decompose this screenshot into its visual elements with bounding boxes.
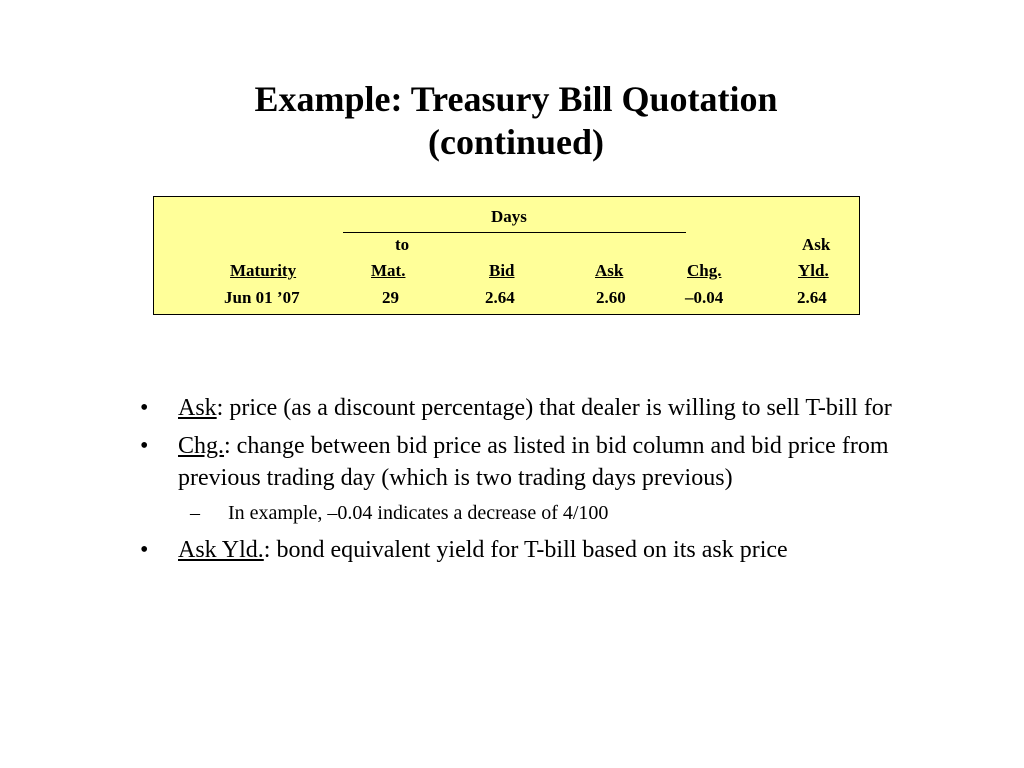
definition-ask-yld: : bond equivalent yield for T-bill based on its ask price (263, 537, 788, 563)
definition-chg: : change between bid price as listed in bid column and bid price from previous trading day (which is two trading days previous) (178, 433, 889, 491)
cell-ask: 2.60 (596, 288, 626, 307)
definition-ask: : price (as a discount percentage) that dealer is willing to sell T-bill for (216, 395, 892, 421)
header-ask-top: Ask (802, 235, 831, 254)
sub-bullet-example (140, 498, 920, 528)
col-header-bid: Bid (489, 261, 515, 280)
cell-chg: –0.04 (685, 288, 724, 307)
title-line-1: Example: Treasury Bill Quotation (254, 79, 778, 119)
bullet-ask-yld (140, 534, 920, 566)
days-group-header: Days (491, 207, 527, 226)
term-ask: Ask (178, 395, 217, 421)
col-header-chg: Chg. (687, 261, 722, 280)
cell-ask-yld: 2.64 (797, 288, 827, 307)
sub-bullet-marker: – (190, 502, 200, 524)
bullet-marker: • (140, 395, 149, 421)
col-header-yld: Yld. (798, 261, 829, 280)
col-header-mat: Mat. (371, 261, 406, 280)
title-line-2: (continued) (427, 122, 604, 162)
slide-title (0, 78, 1024, 164)
cell-days-to-mat: 29 (382, 288, 399, 307)
days-underline (343, 232, 686, 233)
bullet-chg (140, 430, 920, 494)
term-chg: Chg. (178, 433, 225, 459)
cell-bid: 2.64 (485, 288, 515, 307)
term-ask-yld: Ask Yld. (178, 537, 264, 563)
bullet-marker: • (140, 433, 149, 459)
quotation-table (153, 196, 860, 315)
bullet-marker: • (140, 537, 149, 563)
col-header-maturity: Maturity (230, 261, 297, 280)
header-to: to (395, 235, 410, 254)
sub-bullet-text: In example, –0.04 indicates a decrease of 4/100 (228, 502, 609, 524)
bullet-list (140, 392, 920, 572)
cell-maturity: Jun 01 ’07 (224, 288, 300, 307)
bullet-ask (140, 392, 920, 424)
col-header-ask: Ask (595, 261, 624, 280)
